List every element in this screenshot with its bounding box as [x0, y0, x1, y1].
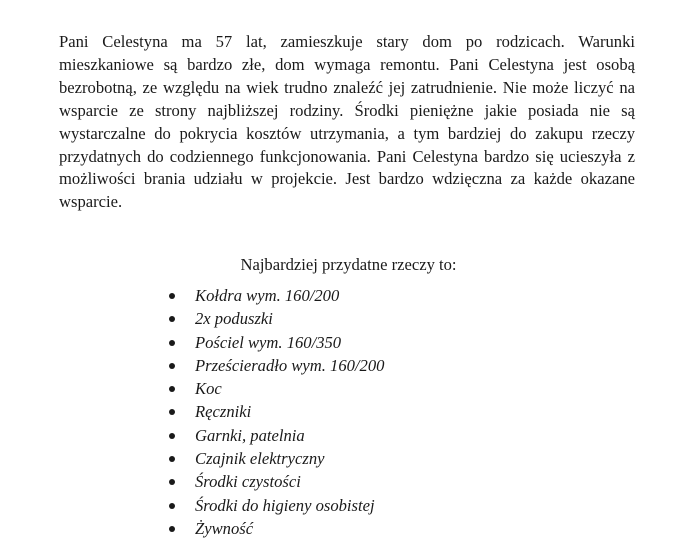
bullet-icon: [169, 340, 175, 346]
bullet-icon: [169, 316, 175, 322]
bullet-icon: [169, 503, 175, 509]
list-heading-text: Najbardziej przydatne rzeczy to:: [240, 255, 457, 274]
description-paragraph: Pani Celestyna ma 57 lat, zamieszkuje stary dom po rodzicach. Warunki mieszkaniowe są bardzo złe, dom wymaga remontu. Pani Celestyna jest osobą bezrobotną, ze względu na wiek trudno znaleźć jej zatrudnienie. Nie może liczyć na wsparcie ze strony najbliższej rodziny. Środki pieniężne jakie posiada nie są wystarczalne do pokrycia kosztów utrzymania, a tym bardziej do zakupu rzeczy przydatnych do codziennego funkcjonowania. Pani Celestyna bardzo się ucieszyła z możliwości brania udziału w projekcie. Jest bardzo wdzięczna za każde okazane wsparcie.: [59, 32, 635, 212]
list-item-label: Ręczniki: [195, 402, 252, 422]
bullet-icon: [169, 386, 175, 392]
list-item-label: Pościel wym. 160/350: [195, 332, 342, 352]
list-item-label: Środki do higieny osobistej: [195, 495, 375, 515]
bullet-icon: [169, 363, 175, 369]
list-item-label: Kołdra wym. 160/200: [195, 286, 340, 305]
bullet-icon: [169, 293, 175, 299]
list-item-label: Prześcieradło wym. 160/200: [195, 355, 385, 375]
list-item-label: 2x poduszki: [195, 309, 273, 329]
bullet-icon: [169, 479, 175, 485]
bullet-icon: [169, 526, 175, 532]
bullet-icon: [169, 433, 175, 439]
list-item-label: Garnki, patelnia: [195, 425, 305, 445]
list-item-label: Żywność: [195, 518, 254, 538]
bullet-icon: [169, 456, 175, 462]
list-item-label: Koc: [195, 379, 222, 399]
bullet-icon: [169, 409, 175, 415]
list-item-label: Środki czystości: [195, 472, 301, 492]
list-item-label: Czajnik elektryczny: [195, 449, 325, 469]
list-heading: [0, 254, 695, 276]
